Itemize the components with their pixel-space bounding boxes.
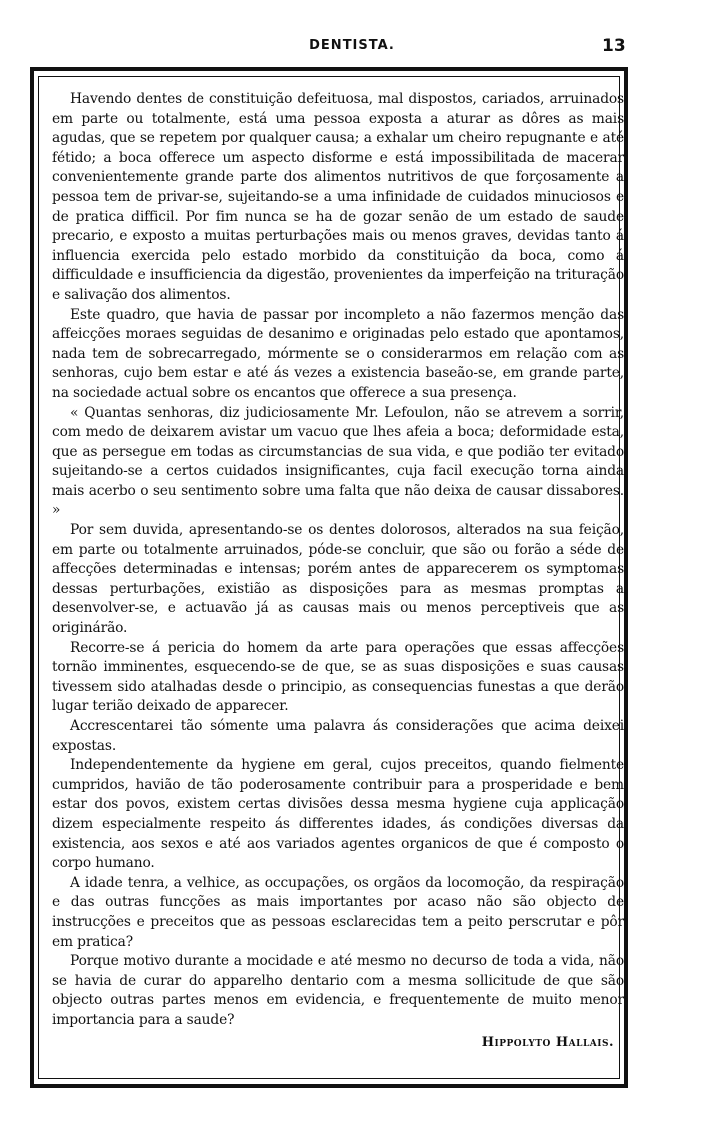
- paragraph: Porque motivo durante a mocidade e até mesmo no decurso de toda a vida, não se havia de curar do apparelho dentario com a mesma sollicitude de que são objecto outras partes menos em evidencia, e frequentemente de muito menor importancia para a saude?: [52, 953, 624, 1028]
- page-number: 13: [602, 36, 626, 56]
- author-signature: Hippolyto Hallais.: [481, 1034, 614, 1050]
- paragraph: Accrescentarei tão sómente uma palavra ás considerações que acima deixei expostas.: [52, 718, 624, 754]
- paragraph: Por sem duvida, apresentando-se os dentes dolorosos, alterados na sua feição, em parte ou totalmente arruinados, póde-se concluir, que são ou forão a séde de affecções determinadas e intensas; porém antes de apparecerem os symptomas dessas perturbações, existião as disposições para as mesmas promptas a desenvolver-se, e actuavão já as causas mais ou menos perceptiveis que as originárão.: [52, 522, 624, 637]
- paragraph: Este quadro, que havia de passar por incompleto a não fazermos menção das affeicções moraes seguidas de desanimo e originadas pelo estado que apontamos, nada tem de sobrecarregado, mórmente se o considerarmos em relação com as senhoras, cujo bem estar e até ás vezes a existencia baseão-se, em grande parte, na sociedade actual sobre os encantos que offerece a sua presença.: [52, 306, 624, 401]
- paragraph: A idade tenra, a velhice, as occupações, os orgãos da locomoção, da respiração e das outras funcções as mais importantes por acaso não são objecto de instrucções e preceitos que as pessoas esclarecidas tem a peito perscrutar e pôr em pratica?: [52, 874, 624, 950]
- paragraph: Havendo dentes de constituição defeituosa, mal dispostos, cariados, arruinados em parte ou totalmente, está uma pessoa exposta a aturar as dôres as mais agudas, que se repetem por qualquer causa; a exhalar um cheiro repugnante e até fétido; a boca offerece um aspecto disforme e está impossibilitada de macerar convenientemente grande parte dos alimentos nutritivos de que forçosamente a pessoa tem de privar-se, sujeitando-se a uma infinidade de cuidados minuciosos e de pratica difficil. Por fim nunca se ha de gozar senão de um estado de saude precario, e exposto a muitas perturbações mais ou menos graves, devidas tanto á influencia exercida pelo estado morbido da constituição da boca, como á difficuldade e insufficiencia da digestão, provenientes da imperfeição na trituração e salivação dos alimentos.: [52, 91, 624, 303]
- article-body: [52, 90, 624, 1052]
- paragraph: Independentemente da hygiene em geral, cujos preceitos, quando fielmente cumpridos, havião de tão poderosamente contribuir para a prosperidade e bem estar dos povos, existem certas divisões dessa mesma hygiene cuja applicação dizem especialmente respeito ás differentes idades, ás condições diversas da existencia, aos sexos e até aos variados agentes organicos de que é composto o corpo humano.: [52, 757, 624, 872]
- paragraph: Recorre-se á pericia do homem da arte para operações que essas affecções tornão imminentes, esquecendo-se de que, se as suas disposições e suas causas tivessem sido atalhadas desde o principio, as consequencias funestas a que derão lugar terião deixado de apparecer.: [52, 639, 624, 715]
- running-title: DENTISTA.: [309, 38, 395, 53]
- paragraph: « Quantas senhoras, diz judiciosamente Mr. Lefoulon, não se atrevem a sorrir, com medo de deixarem avistar um vacuo que lhes afeia a boca; deformidade esta, que as persegue em todas as circumstancias de sua vida, e que podião ter evitado sujeitando-se a certos cuidados insignificantes, cuja facil execução torna ainda mais acerbo o seu sentimento sobre uma falta que não deixa de causar dissabores. »: [52, 404, 624, 519]
